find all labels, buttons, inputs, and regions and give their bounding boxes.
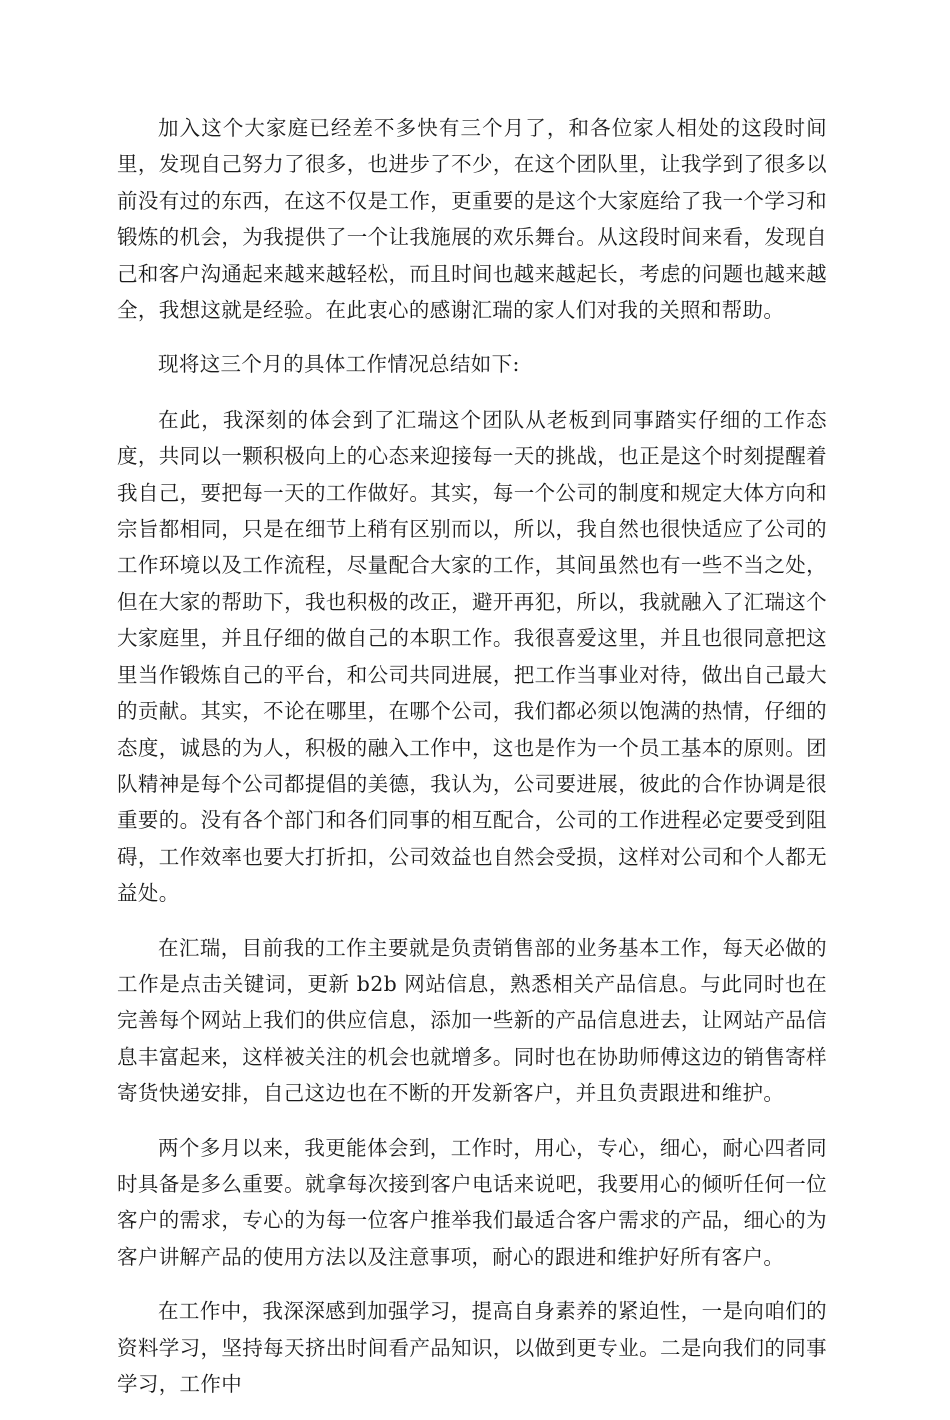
paragraph-learning: 在工作中，我深深感到加强学习，提高自身素养的紧迫性，一是向咱们的资料学习，坚持每天挤出时间看产品知识，以做到更专业。二是向我们的同事学习，工作中 [117, 1299, 827, 1396]
paragraph-job-duties: 在汇瑞，目前我的工作主要就是负责销售部的业务基本工作，每天必做的工作是点击关键词，更新 b2b 网站信息，熟悉相关产品信息。与此同时也在完善每个网站上我们的供应信息，添加一些新的产品信息进去，让网站产品信息丰富起来，这样被关注的机会也就增多。同时也在协助师傅这边的销售寄样寄货快递安排，自己这边也在不断的开发新客户，并且负责跟进和维护。 [117, 935, 827, 1106]
paragraph-summary-lead: 现将这三个月的具体工作情况总结如下: [158, 352, 520, 377]
paragraph-intro: 加入这个大家庭已经差不多快有三个月了，和各位家人相处的这段时间里，发现自己努力了很多，也进步了不少，在这个团队里，让我学到了很多以前没有过的东西，在这不仅是工作，更重要的是这个大家庭给了我一个学习和锻炼的机会，为我提供了一个让我施展的欢乐舞台。从这段时间来看，发现自己和客户沟通起来越来越轻松，而且时间也越来越起长，考虑的问题也越来越全，我想这就是经验。在此衷心的感谢汇瑞的家人们对我的关照和帮助。 [117, 116, 827, 323]
paragraph-work-attitude: 两个多月以来，我更能体会到，工作时，用心，专心，细心，耐心四者同时具备是多么重要。就拿每次接到客户电话来说吧，我要用心的倾听任何一位客户的需求，专心的为每一位客户推举我们最适合客户需求的产品，细心的为客户讲解产品的使用方法以及注意事项，耐心的跟进和维护好所有客户。 [117, 1135, 827, 1269]
paragraph-team-experience: 在此，我深刻的体会到了汇瑞这个团队从老板到同事踏实仔细的工作态度，共同以一颗积极向上的心态来迎接每一天的挑战，也正是这个时刻提醒着我自己，要把每一天的工作做好。其实，每一个公司的制度和规定大体方向和宗旨都相同，只是在细节上稍有区别而以，所以，我自然也很快适应了公司的工作环境以及工作流程，尽量配合大家的工作，其间虽然也有一些不当之处，但在大家的帮助下，我也积极的改正，避开再犯，所以，我就融入了汇瑞这个大家庭里，并且仔细的做自己的本职工作。我很喜爱这里，并且也很同意把这里当作锻炼自己的平台，和公司共同进展，把工作当事业对待，做出自己最大的贡献。其实，不论在哪里，在哪个公司，我们都必须以饱满的热情，仔细的态度，诚恳的为人，积极的融入工作中，这也是作为一个员工基本的原则。团队精神是每个公司都提倡的美德，我认为，公司要进展，彼此的合作协调是很重要的。没有各个部门和各们同事的相互配合，公司的工作进程必定要受到阻碍，工作效率也要大打折扣，公司效益也自然会受损，这样对公司和个人都无益处。 [117, 407, 827, 906]
document-body [117, 110, 827, 1420]
